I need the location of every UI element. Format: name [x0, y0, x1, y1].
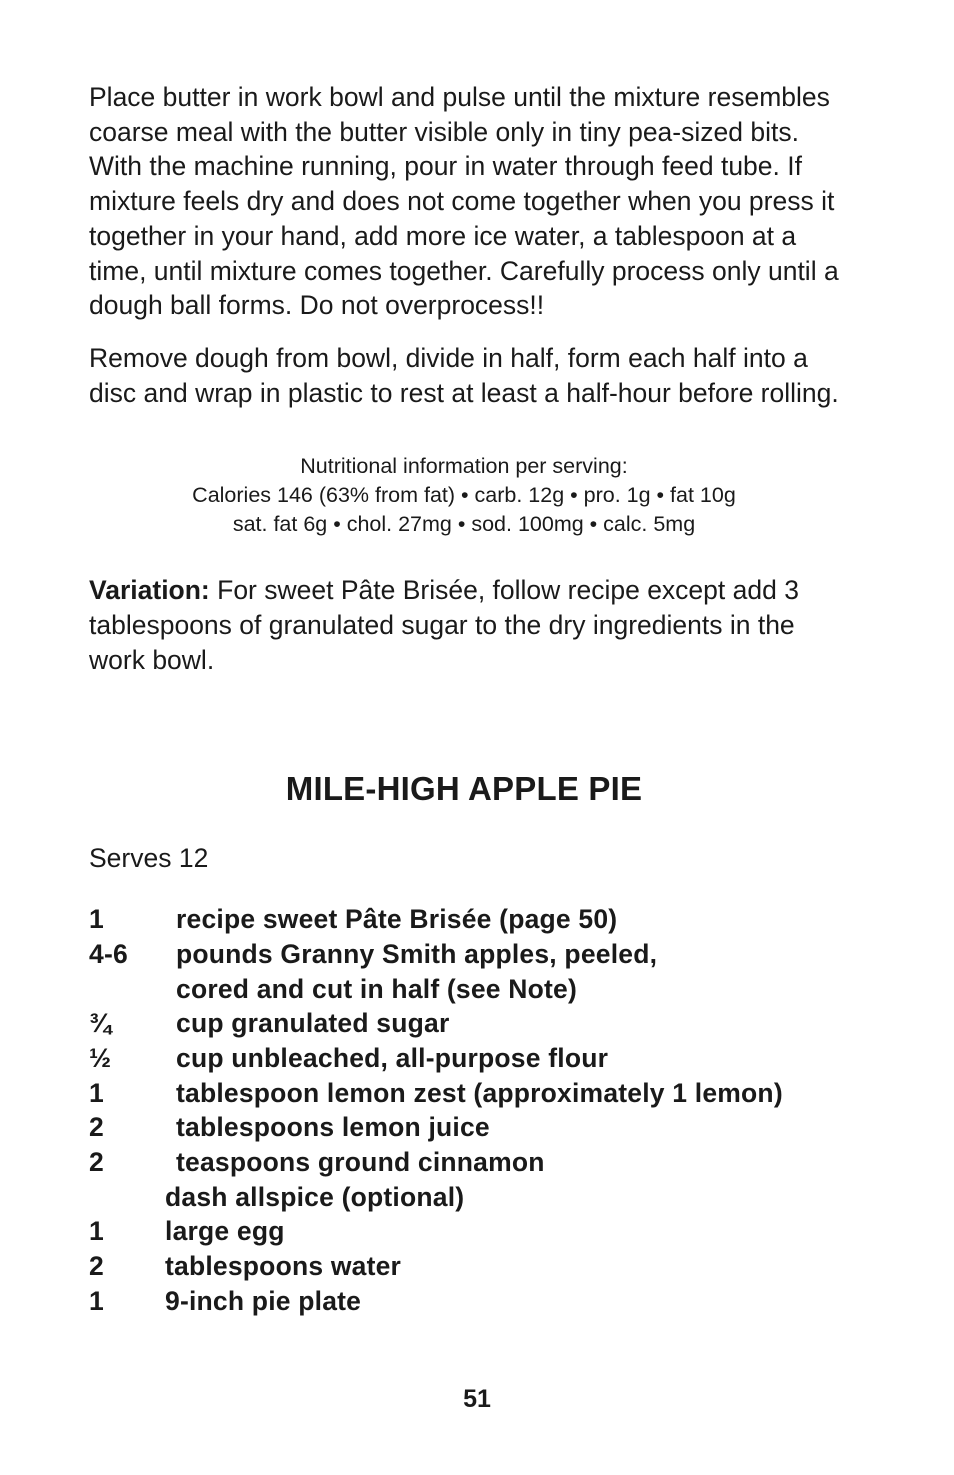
ingredient-quantity: [89, 1180, 165, 1215]
ingredient-quantity: 2: [89, 1251, 104, 1282]
ingredient-row: [89, 1110, 849, 1145]
instruction-paragraph-1: Place butter in work bowl and pulse until the mixture resembles coarse meal with the butter visible only in tiny pea-sized bits. With the machine running, pour in water through feed tube. If mixture feels dry and does not come together when you press it together in your hand, add more ice water, a tablespoon at a time, until mixture comes together. Carefully process only until a dough ball forms. Do not overprocess!!: [89, 82, 839, 321]
variation-text: For sweet Pâte Brisée, follow recipe except add 3 tablespoons of granulated sugar to the dry ingredients in the work bowl.: [89, 575, 799, 675]
ingredient-quantity: 2: [89, 1112, 104, 1143]
ingredient-row: [89, 972, 849, 1007]
ingredient-row: [89, 937, 849, 972]
nutrition-info: [89, 452, 839, 539]
ingredient-text: tablespoons lemon juice: [176, 1112, 490, 1143]
nutrition-heading: Nutritional information per serving:: [300, 454, 628, 479]
ingredient-quantity: ½: [89, 1042, 112, 1073]
ingredient-quantity: 1: [89, 1216, 104, 1247]
ingredient-row: [89, 1249, 849, 1284]
ingredient-text: pounds Granny Smith apples, peeled,: [176, 938, 658, 969]
ingredient-text: cup granulated sugar: [176, 1008, 450, 1039]
document-page: [89, 80, 849, 1319]
ingredient-row: [89, 1214, 849, 1249]
ingredient-text: dash allspice (optional): [165, 1181, 465, 1212]
ingredient-text: large egg: [165, 1216, 285, 1247]
variation-paragraph: [89, 573, 849, 677]
ingredient-row: [89, 1284, 849, 1319]
ingredient-text: tablespoons water: [165, 1251, 402, 1282]
ingredient-quantity: 2: [89, 1147, 104, 1178]
ingredient-quantity: 1: [89, 904, 104, 935]
nutrition-line-1: Calories 146 (63% from fat) • carb. 12g • pro. 1g • fat 10g: [192, 483, 736, 508]
ingredient-row: [89, 1076, 849, 1111]
ingredient-text: tablespoon lemon zest (approximately 1 lemon): [176, 1077, 783, 1108]
nutrition-line-2: sat. fat 6g • chol. 27mg • sod. 100mg • calc. 5mg: [232, 512, 696, 537]
ingredient-text: cored and cut in half (see Note): [176, 973, 578, 1004]
ingredient-list: [89, 902, 849, 1318]
ingredient-row: [89, 1145, 849, 1180]
recipe-title: MILE-HIGH APPLE PIE: [285, 770, 643, 808]
variation-label: Variation:: [89, 575, 210, 606]
ingredient-row: [89, 1180, 849, 1215]
ingredient-row: [89, 902, 849, 937]
ingredient-text: 9-inch pie plate: [165, 1285, 362, 1316]
ingredient-quantity: [89, 972, 176, 1007]
ingredient-row: [89, 1041, 849, 1076]
ingredient-quantity: 4-6: [89, 938, 128, 969]
ingredient-quantity: 1: [89, 1285, 104, 1316]
ingredient-text: recipe sweet Pâte Brisée (page 50): [176, 904, 618, 935]
instruction-paragraph-2: Remove dough from bowl, divide in half, form each half into a disc and wrap in plastic to rest at least a half-hour before rolling.: [89, 342, 839, 408]
page-number: 51: [463, 1385, 491, 1413]
ingredient-text: teaspoons ground cinnamon: [176, 1147, 545, 1178]
ingredient-quantity: ¾: [89, 1008, 112, 1039]
ingredient-row: [89, 1006, 849, 1041]
ingredient-text: cup unbleached, all-purpose flour: [176, 1042, 609, 1073]
ingredient-quantity: 1: [89, 1077, 104, 1108]
recipe-serves: Serves 12: [89, 843, 209, 874]
